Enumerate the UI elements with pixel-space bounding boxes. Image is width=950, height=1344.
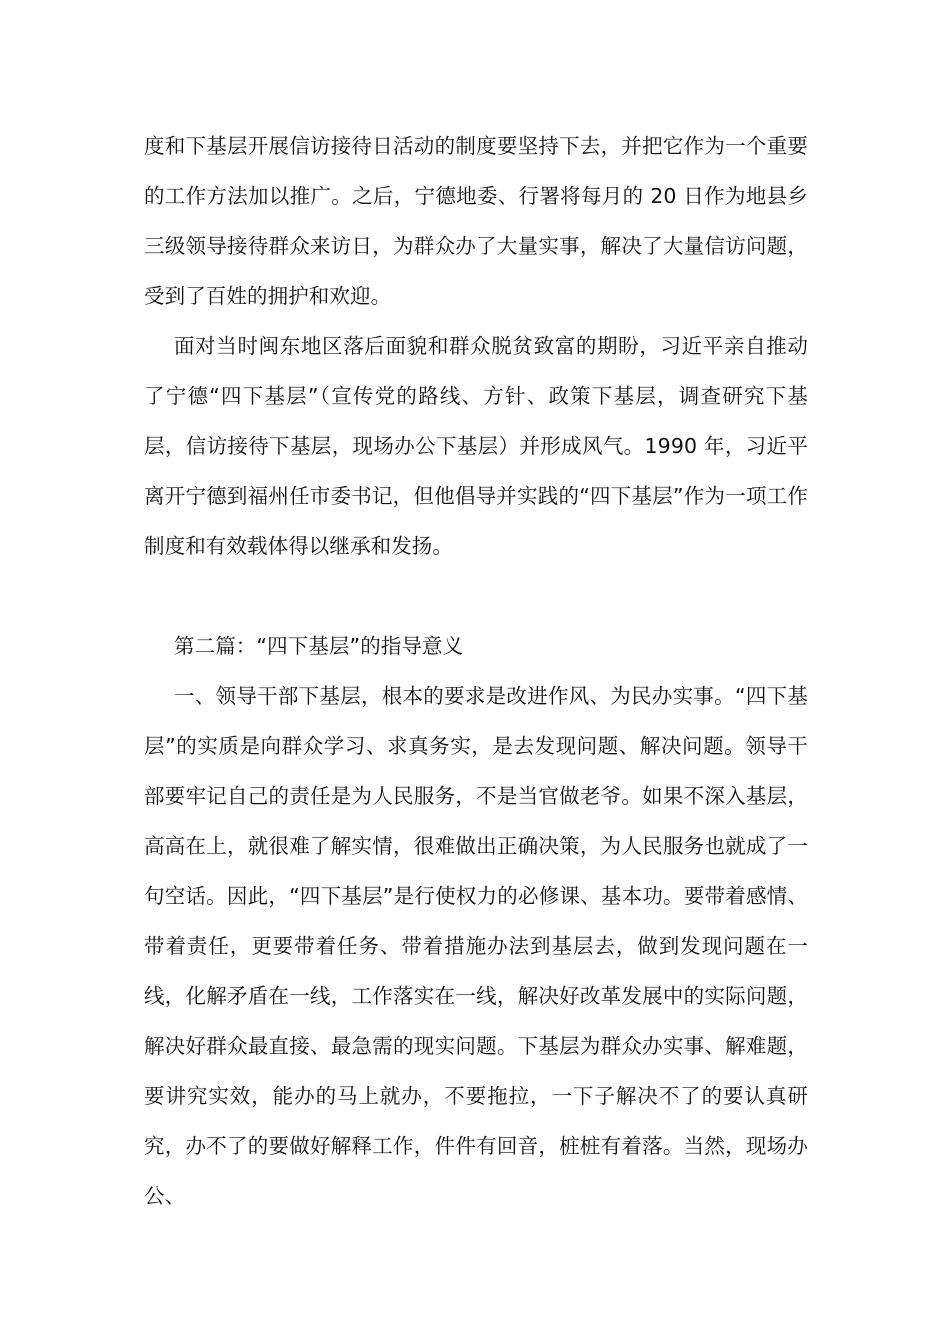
section-heading: 第二篇：“四下基层”的指导意义 [174, 634, 464, 658]
paragraph-guiding-significance-1: 一、领导干部下基层，根本的要求是改进作风、为民办实事。“四下基层”的实质是向群众学习、求真务实，是去发现问题、解决问题。领导干部要牢记自己的责任是为人民服务，不是当官做老爷。如果不深入基层，高高在上，就很难了解实情，很难做出正确决策，为人民服务也就成了一句空话。因此，“四下基层”是行使权力的必修课、基本功。要带着感情、带着责任，更要带着任务、带着措施办法到基层去，做到发现问题在一线，化解矛盾在一线，工作落实在一线，解决好改革发展中的实际问题，解决好群众最直接、最急需的现实问题。下基层为群众办实事、解难题，要讲究实效，能办的马上就办，不要拖拉，一下子解决不了的要认真研究，办不了的要做好解释工作，件件有回音，桩桩有着落。当然，现场办公、 [144, 684, 808, 1208]
paragraph-continued: 度和下基层开展信访接待日活动的制度要坚持下去，并把它作为一个重要的工作方法加以推广。之后，宁德地委、行署将每月的 20 日作为地县乡三级领导接待群众来访日，为群众办了大量实事，解决了大量信访问题，受到了百姓的拥护和欢迎。 [144, 134, 808, 308]
document-body [144, 121, 808, 1221]
paragraph-four-grassroots: 面对当时闽东地区落后面貌和群众脱贫致富的期盼，习近平亲自推动了宁德“四下基层”（宣传党的路线、方针、政策下基层，调查研究下基层，信访接待下基层，现场办公下基层）并形成风气。1990 年，习近平离开宁德到福州任市委书记，但他倡导并实践的“四下基层”作为一项工作制度和有效载体得以继承和发扬。 [144, 334, 808, 558]
